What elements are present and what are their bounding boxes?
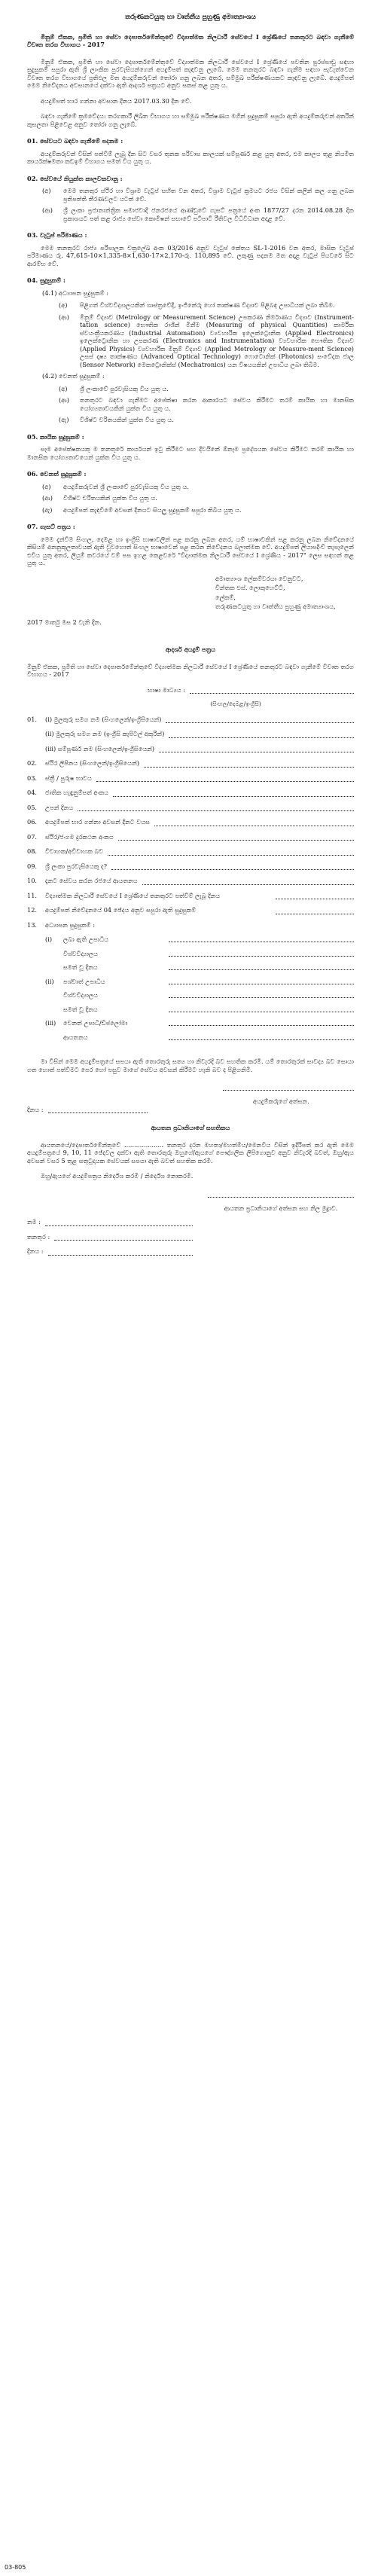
head-signature-label: ආයතන ප්‍රධානියාගේ අත්සන සහ නිල මුද්‍රාව. (224, 1204, 338, 1212)
applicant-signature-row (223, 1084, 354, 1091)
signatory-name: චින්තක එස්. ලොකුහෙට්ටි, (215, 584, 285, 592)
medium-hint: (සිංහල/දෙමළ/ඉංග්‍රීසි) (210, 700, 261, 708)
form-field-row: 10. දැනට සේවය කරන රජයේ ආයතනය (27, 877, 354, 885)
passed-date-field[interactable] (169, 963, 354, 970)
postgrad-field[interactable] (169, 978, 354, 984)
notice-lead: මිනුම් ඒකක, ප්‍රමිති හා සේවා දෙපාර්තමේන්තුවේ විද්‍යාත්මක නිලධාරී සේවයේ I ශ්‍රේණියේ තනතුරට බඳවා ගැනීමේ විවෘත තරග විභාගය - 2017 (27, 32, 354, 49)
qual-row: (ii) පශ්චාත් උපාධිය (27, 978, 354, 986)
form-field-row: 02. ස්ථිර ලිපිනය (සිංහලෙන්/ඉංග්‍රීසියෙන්) (27, 759, 354, 768)
form-field-row: 09. ශ්‍රී ලංකා පුරවැසියෙකු ද? (27, 862, 354, 871)
postgrad-university-field[interactable] (169, 991, 354, 998)
notice-intro: මිනුම් ඒකක, ප්‍රමිති හා සේවා දෙපාර්තමේන්තුවේ විද්‍යාත්මක නිලධාරී සේවයේ I ශ්‍රේණියේ පවතින පුරප්පාඩු සඳහා සුදුසුකම් සපුරා ඇති ශ්‍රී ලාංකික පුරවැසියන්ගෙන් අයදුම්පත් කැඳවනු ලැබේ. මෙම තනතුරට බඳවා ගැනීම සඳහා පැවැත්වෙන විවෘත තරග විභාගයේ ප්‍රතිඵල මත අයදුම්කරුවන් තෝරා ගනු ලබන අතර, සම්මුඛ පරීක්ෂණයකට කැඳවනු ලැබේ. අයදුම්පත් මෙම නිවේදනය අවසානයේ දක්වා ඇති ආදර්ශ පත්‍රයට අනුව සකස් කළ යුතු ය. (27, 57, 354, 90)
form-field-row: 11. විද්‍යාත්මක නිලධාරී සේවයේ I ශ්‍රේණියේ තනතුරට පත්වීම් ලැබූ දිනය (27, 892, 354, 900)
form-field-row: 01. (i) මුලකුරු සමග නම (සිංහලෙන්/ඉංග්‍රීසියෙන්) (27, 716, 354, 724)
section-02-heading: 02. සේවයේ නියුක්ත කාලවකවානු : (27, 174, 123, 182)
medium-label: භාෂා මාධ්‍යය : (148, 685, 185, 694)
form-heading: ආදර්ශ අයදුම් පත්‍රය (165, 646, 216, 654)
phone-field[interactable] (118, 834, 354, 841)
qualification-item: (ආ) තනතුරට බඳවා ගැනීමට අපේක්ෂා කරන ආකාරයට සේවය කිරීමට තරම් කායික හා මානසික යෝග්‍යතාවයකින් යුක්ත විය යුතු ය. (59, 396, 354, 412)
ministry-title: තරුණකටයුතු හා වෘත්තීය පුහුණු අමාත්‍යාංශය (125, 14, 256, 21)
head-signature-field[interactable] (208, 1191, 354, 1198)
name-capitals-field[interactable] (169, 731, 354, 738)
section-06-item: (අ) අයදුම්කරුවන් ශ්‍රී ලංකාවේ පුරවැසියකු විය යුතු ය. (42, 482, 189, 490)
head-signature-row (208, 1191, 354, 1198)
section-06-item: (ආ) විශිෂ්ට චරිතයකින් යුක්ත විය යුතු ය. (42, 494, 157, 502)
head-date-field[interactable] (48, 1249, 193, 1256)
full-name-field[interactable] (159, 746, 354, 752)
applicant-date-field[interactable] (48, 1106, 148, 1113)
section-05-heading: 05. කායික සුදුසුකම් : (27, 432, 84, 441)
qual-row: සමත් වූ දිනය (27, 963, 354, 972)
qualification-item: (ආ) මිනුම් විද්‍යාව (Metrology or Measurement Science) උපකරණ නිර්මාණය විද්‍යාව (Instrument-tation science) භෞතික රාශීන් මිනීම (Measuring of physical Quantities) කාර්මික ස්වයංක්‍රීයකරණය (Industrial Automation) ව්‍යවහාරික ඉලෙක්ට්‍රොනික (Applied Electronics) ඉලෙක්ට්‍රොනික හා උපකරණ (Electronics and Instrumentation) ව්‍යවහාරික භෞතික විද්‍යාව (Applied Physics) ව්‍යවහාරික මිනුම් විද්‍යාව (Applied Metrology or Measure-ment Science) උසස් දෘෂ්‍ය තාක්ෂණය (Advanced Optical Technology) ෆොටොනික් (Photonics) සංවේදක ජාල (Sensor Network) මෙකට්‍රොනික්ස් (Mechatronics) යන විෂයයකින් උපාධිය ලබා තිබීම. (59, 313, 354, 368)
civil-status-field[interactable] (108, 849, 354, 856)
institution-field[interactable] (142, 878, 354, 885)
section-02-item: (අ) මෙම තනතුර ස්ථිර හා විශ්‍රාම වැටුප් සහිත වන අතර, විශ්‍රාම වැටුප් ක්‍රමයට රජය විසින් කලින් කල ගනු ලබන ප්‍රතිපත්ති තීරණවලට යටත් වේ. (42, 187, 354, 203)
closing-date: අයදුම්පත් භාර ගන්නා අවසාන දිනය 2017.03.30 දින වේ. (41, 96, 192, 105)
certificate-recommendation: ඔහු/ඇයගේ අයදුම්පත්‍රය නිර්දේශ කරමි / නිර්දේශ නොකරමි. (41, 1172, 194, 1180)
section-01-heading: 01. සේවයට බඳවා ගැනීමේ පදනම : (27, 137, 123, 145)
qual-row: විශ්වවිද්‍යාලය (27, 950, 354, 958)
qual-row: සමත් වූ දිනය (27, 1006, 354, 1014)
form-field-row: 03. ස්ත්‍රී / පුරුෂ භාවය (27, 774, 354, 783)
age-field[interactable] (154, 819, 354, 826)
recruitment-structure: බඳවා ගැනීමේ ක්‍රමවේදය: තරගකාරී ලිඛිත විභාගය හා සම්මුඛ පරීක්ෂණය මගින් සුදුසුකම් සපුරා ඇති අයදුම්කරුවන් අතරින් කුසලතා පිළිවෙළ අනුව තෝරා ගනු ලැබේ. (27, 112, 354, 128)
head-name-row: නම : (27, 1218, 193, 1226)
salary-scale: මෙම තනතුරට රාජ්‍ය පරිපාලන චක්‍රලේඛ අංක 03/2016 අනුව වැටුප් කේතය SL-1-2016 වන අතර, මාසික වැටුප් පරිමාණය රු. 47,615-10×1,335-8×1,630-17×2,170-රු. 110,895 වේ. ලකුණු පදනම මත අදාළ වැටුප් පියවරේ සිට ආරම්භ වේ. (27, 243, 354, 267)
notice-date: 2017 මාර්තු මස 2 වැනි දින. (27, 618, 102, 626)
applicant-signature-label: අයදුම්කරුගේ අත්සන. (253, 1097, 309, 1106)
postgrad-date-field[interactable] (169, 1006, 354, 1012)
certificate-body: ආයතනයේ/දෙපාර්තමේන්තුවේ .................... තනතුර දරන මහතා/මහත්මිය/මෙනවිය විසින් ඉදිරිපත් කර ඇති මෙම අයදුම්පත්‍රයේ 9, 10, 11 ඡේදවල දක්වා ඇති තොරතුරු ඔහුගේ/ඇයගේ පෞද්ගලික ලිපිගොනුව අනුව නිවැරදි බවත්, ඔහු/ඇය අවසන් වසර 5 තුළ සතුටුදායක සේවයක් සපයා ඇති බවත් සහතික කරමි. (27, 1140, 354, 1164)
form-field-row: 13. අධ්‍යාපන සුදුසුකම් : (27, 920, 95, 929)
medium-field[interactable] (190, 687, 354, 694)
qualifications-field[interactable] (276, 908, 354, 914)
section-05-body: සෑම අපේක්ෂකයකු ම තනතුරේ කාර්යයන් ඉටු කිරීමට සහ දිවයිනේ ඕනෑම ප්‍රදේශයක සේවය කිරීමට තරම් කායික හා මානසික යෝග්‍යතාවයෙන් යුක්ත විය යුතු ය. (27, 445, 354, 461)
form-field-row: 05. උපන් දිනය (27, 804, 354, 812)
section-07-heading: 07. ගැසට් පත්‍රය : (27, 523, 75, 531)
head-name-field[interactable] (45, 1219, 193, 1226)
form-post: මිනුම් ඒකක, ප්‍රමිති හා සේවා දෙපාර්තමේන්තුවේ විද්‍යාත්මක නිලධාරී සේවයේ I ශ්‍රේණියේ තනතුරට බඳවා ගැනීමේ විවෘත තරග විභාගය - 2017 (27, 662, 354, 679)
section-01-body: අයදුම්කරුවන් විසින් පත්වීම් ලැබූ දින සිට වසර තුනක පරිවාස කාලයක් සම්පූර්ණ කළ යුතු අතර, එම කාලය තුළ නියමිත කාර්යක්ෂමතා කඩඉම් විභාගය සමත් විය යුතු ය. (27, 149, 354, 166)
qualification-item: (අ) පිළිගත් විශ්වවිද්‍යාලයකින් ශාස්ත්‍රවේදී, ඉංජිනේරු හෝ තාක්ෂණ විද්‍යාව පිළිබඳ උපාධියක් ලබා තිබීම. (59, 301, 335, 310)
form-field-row: (ii) මුලකුරු සමග නම (ඉංග්‍රීසි කැපිටල් අකුරින්) (27, 730, 354, 738)
citizenship-field[interactable] (111, 863, 354, 870)
declaration: මා විසින් මෙම අයදුම්පත්‍රයේ සපයා ඇති තොරතුරු සත්‍ය හා නිවැරදි බව සහතික කරමි. යම් තොරතුරක් සාවද්‍ය බව සොයා ගත හොත් පත්වීමට පෙර හෝ පසුව මාගේ සේවය අවසන් කිරීමට හැකි බව ද පිළිගනිමි. (27, 1058, 354, 1073)
signatory-title: ලේකම්, (215, 593, 236, 601)
qual-row: (iii) වෙනත් උපාධි/ඩිප්ලෝමා (27, 1019, 354, 1027)
signature-block (215, 575, 354, 611)
section-03-heading: 03. වැටුප් පරිමාණය : (27, 231, 87, 240)
nic-field[interactable] (113, 790, 354, 797)
university-field[interactable] (169, 950, 354, 957)
head-date-row: දිනය : (27, 1247, 193, 1256)
signatory-ministry: තරුණකටයුතු හා වෘත්තීය පුහුණු අමාත්‍යාංශය, (215, 603, 336, 611)
other-degree-field[interactable] (169, 1019, 354, 1026)
section-06-item: (ඇ) අයදුම්පත් කැඳවීමේ අවසන් දිනයට සියලු සුදුසුකම් සපුරා තිබිය යුතු ය. (42, 505, 242, 514)
name-initials-field[interactable] (166, 716, 354, 723)
qualification-item: (ඇ) විශිෂ්ට චරිතයකින් යුක්ත විය යුතු ය. (59, 416, 174, 424)
other-institution-field[interactable] (169, 1033, 354, 1040)
qualifications-other: (4.2) වෙනත් සුදුසුකම් : (42, 372, 105, 380)
applicant-date-row: දිනය : (27, 1106, 148, 1114)
degree-field[interactable] (169, 935, 354, 942)
form-field-row: 08. විවාහක/අවිවාහක බව (27, 847, 354, 856)
head-post-row: තනතුර : (27, 1233, 193, 1241)
form-field-row: 07. ස්ථිර/ජංගම දුරකථන අංකය (27, 833, 354, 841)
address-field[interactable] (144, 761, 354, 768)
section-02-item: (ආ) ශ්‍රී ලංකා ප්‍රජාතාන්ත්‍රික සමාජවාදී ජනරජයේ ආණ්ඩුවේ ගැසට් පත්‍රයේ අංක 1877/27 දරන 2014.08.28 දින ප්‍රකාශයට පත් කළ රාජ්‍ය සේවා කොමිෂන් සභාවේ පටිපාටි රීතිවල විධිවිධාන අදාළ වේ. (42, 206, 354, 222)
gazette-reference: 03-805 (5, 2563, 26, 2571)
appointment-date-field[interactable] (276, 893, 354, 899)
qual-row: ආයතනය (27, 1033, 354, 1042)
signature-role: අමාත්‍යාංශ ලේකම්වරයා වෙනුවට, (215, 574, 303, 582)
gender-field[interactable] (96, 775, 354, 782)
qualifications-educational: (4.1) අධ්‍යාපන සුදුසුකම් : (42, 288, 108, 297)
form-field-row: 04. ජාතික හැඳුනුම්පත් අංකය (27, 789, 354, 797)
qual-row: විශ්වවිද්‍යාලය (27, 991, 354, 1000)
section-06-heading: 06. වෙනත් සුදුසුකම් : (27, 470, 87, 478)
medium-row (148, 686, 354, 694)
head-post-field[interactable] (54, 1234, 193, 1241)
form-field-row: (iii) සම්පූර්ණ නම (සිංහලෙන්/ඉංග්‍රීසියෙන්) (27, 745, 354, 753)
form-field-row: 12. අයදුම්පත් නිවේදනයේ 04 ඡේදය අනුව සපුරා ඇති සුදුසුකම් (27, 906, 354, 914)
qual-row: (i) ලබා ඇති උපාධිය (27, 935, 354, 944)
section-04-heading: 04. සුදුසුකම් : (27, 276, 66, 285)
birth-date-field[interactable] (78, 804, 354, 811)
form-field-row: 06. අයදුම්පත් භාර ගන්නා අවසන් දිනට වයස (27, 818, 354, 826)
qualification-item: (අ) ශ්‍රී ලංකාවේ පුරවැසියකු විය යුතු ය. (59, 384, 169, 392)
certificate-heading: ආයතන ප්‍රධානියාගේ සහතිකය (151, 1124, 230, 1132)
applicant-signature-field[interactable] (223, 1084, 354, 1091)
section-07-body: මෙම දැන්වීම සිංහල, දෙමළ හා ඉංග්‍රීසි භාෂාවලින් පළ කරනු ලබන අතර, යම් භාෂාවකින් පළ කරනු ලබන නිවේදනයේ කිසියම් අනනුකූලතාවයක් ඇති වුවහොත් සිංහල භාෂාවෙන් පළ කරන නිවේදනය බලාත්මක වේ. අයදුම්පත් ලියාපදිංචි තැපෑලෙන් එවිය යුතු අතර, ලියුම් කවරයේ වම් පස ඉහළ කෙළවරේ "විද්‍යාත්මක නිලධාරී සේවයේ I ශ්‍රේණිය - 2017" ලෙස සඳහන් කළ යුතු ය. (27, 535, 354, 567)
